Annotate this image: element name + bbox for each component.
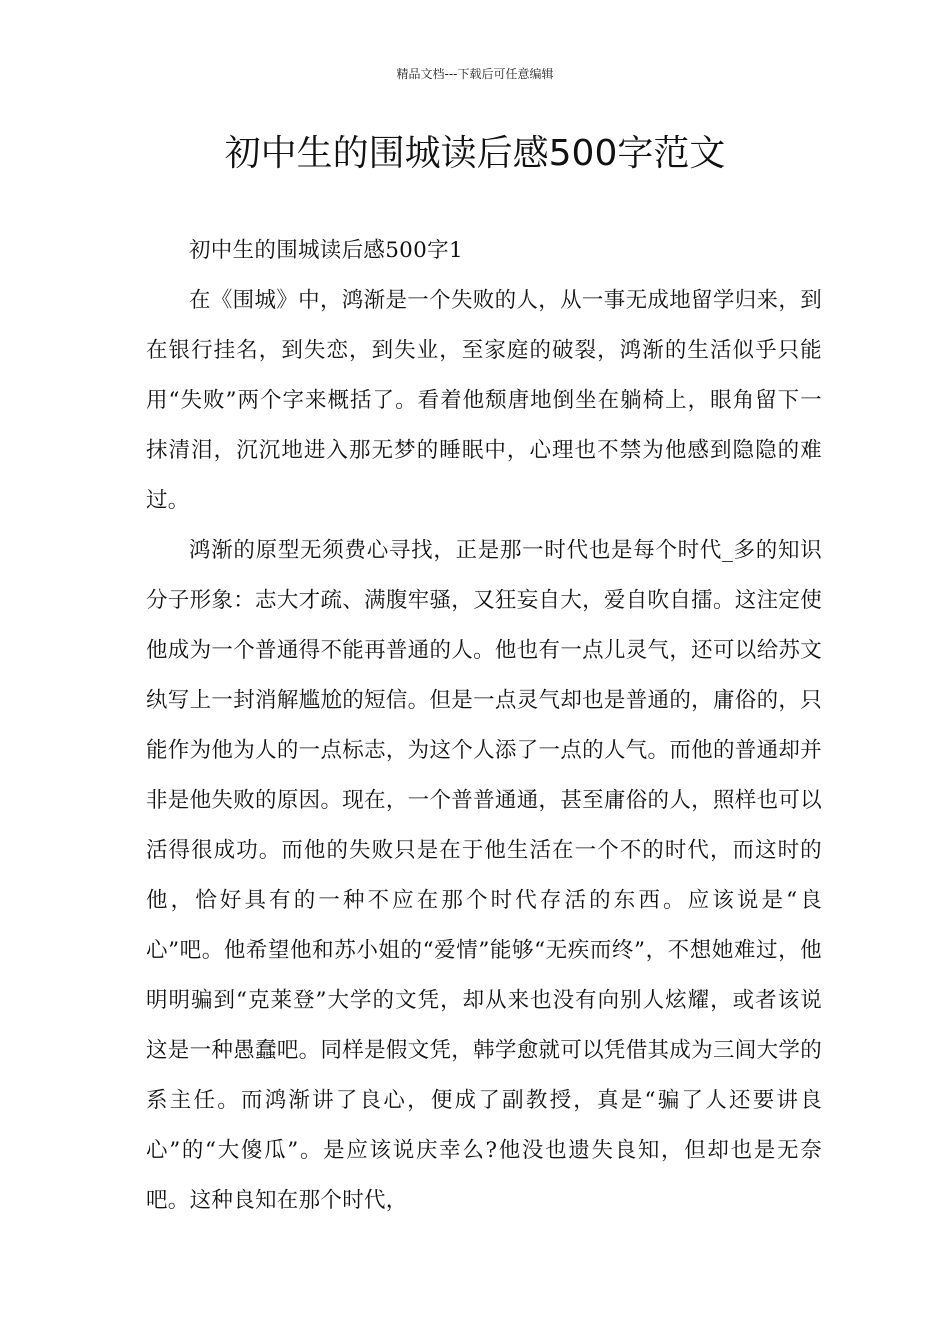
header-note: 精品文档---下载后可任意编辑 — [396, 67, 554, 81]
paragraph: 鸿渐的原型无须费心寻找，正是那一时代也是每个时代_多的知识分子形象：志大才疏、满腹牢骚，又狂妄自大，爱自吹自擂。这注定使他成为一个普通得不能再普通的人。他也有一点儿灵气，还可以给苏文纨写上一封消解尴尬的短信。但是一点灵气却也是普通的，庸俗的，只能作为他为人的一点标志，为这个人添了一点的人气。而他的普通却并非是他失败的原因。现在，一个普普通通，甚至庸俗的人，照样也可以活得很成功。而他的失败只是在于他生活在一个不的时代，而这时的他，恰好具有的一种不应在那个时代存活的东西。应该说是“良心”吧。他希望他和苏小姐的“爱情”能够“无疾而终”，不想她难过，他明明骗到“克莱登”大学的文凭，却从来也没有向别人炫耀，或者该说这是一种愚蠢吧。同样是假文凭，韩学愈就可以凭借其成为三闾大学的系主任。而鸿渐讲了良心，便成了副教授，真是“骗了人还要讲良心”的“大傻瓜”。是应该说庆幸么?他没也遗失良知，但却也是无奈吧。这种良知在那个时代， — [146, 538, 822, 1213]
page-title: 初中生的围城读后感500字范文 — [224, 133, 726, 174]
document-body — [146, 226, 822, 1226]
subheading: 初中生的围城读后感500字1 — [189, 238, 463, 263]
paragraph: 在《围城》中，鸿渐是一个失败的人，从一事无成地留学归来，到在银行挂名，到失恋，到失业，至家庭的破裂，鸿渐的生活似乎只能用“失败”两个字来概括了。看着他颓唐地倒坐在躺椅上，眼角留下一抹清泪，沉沉地进入那无梦的睡眠中，心理也不禁为他感到隐隐的难过。 — [146, 288, 822, 513]
